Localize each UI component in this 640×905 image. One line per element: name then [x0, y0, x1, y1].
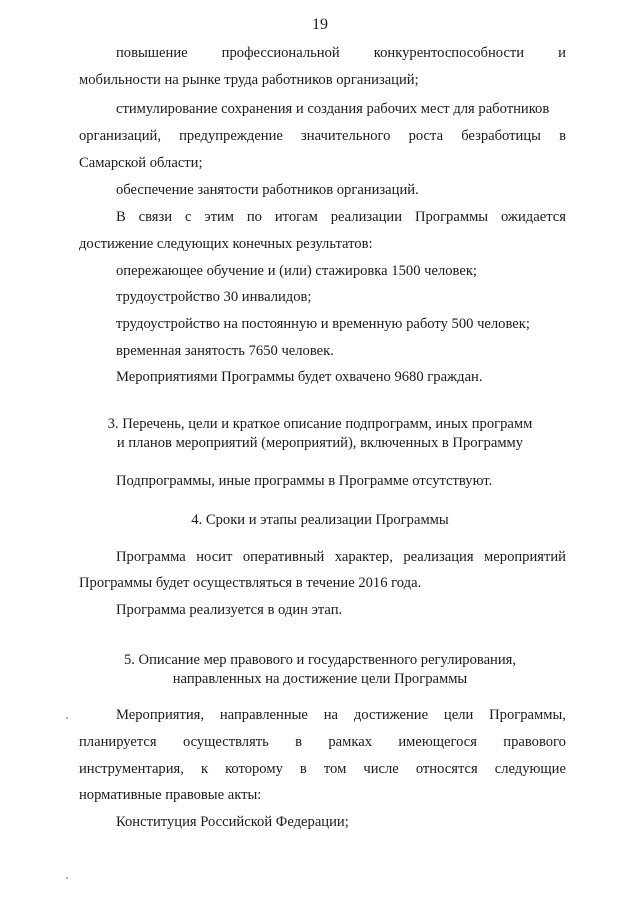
section4-para1-line2: Программы будет осуществляться в течение 2016 года. — [79, 575, 422, 591]
word: достижение — [353, 707, 429, 723]
word: в — [295, 734, 303, 750]
para2-line3: Самарской области; — [79, 155, 203, 171]
word: Программы — [414, 209, 489, 225]
word: числе — [363, 761, 399, 777]
para1-line2: мобильности на рынке труда работников организаций; — [79, 72, 419, 88]
result-item: временная занятость 7650 человек. — [116, 343, 334, 359]
word: которому — [225, 761, 283, 777]
word: цели — [443, 707, 474, 723]
word: ожидается — [500, 209, 566, 225]
section4-heading: 4. Сроки и этапы реализации Программы — [191, 512, 449, 528]
section5-heading-line1: 5. Описание мер правового и государственного регулирования, — [123, 652, 517, 668]
word: связи — [138, 209, 173, 225]
section5-heading-line2: направленных на достижение цели Программы — [172, 671, 468, 687]
section3-heading-line2: и планов мероприятий (мероприятий), включенных в Программу — [116, 435, 524, 451]
word: повышение — [116, 45, 188, 61]
scan-speck — [66, 877, 68, 879]
word: на — [323, 707, 339, 723]
section3-heading-line1: 3. Перечень, цели и краткое описание подпрограмм, иных программ — [107, 416, 533, 432]
word: рамках — [328, 734, 373, 750]
word: имеющегося — [398, 734, 477, 750]
word: реализации — [330, 209, 403, 225]
word: относятся — [415, 761, 478, 777]
para2-line1: стимулирование сохранения и создания рабочих мест для работников — [116, 101, 550, 117]
section4-para1-line1: Программа носит оперативный характер, реализация мероприятий — [116, 549, 566, 565]
word: Программы, — [489, 707, 566, 723]
word: следующие — [494, 761, 566, 777]
para4-line1 — [116, 207, 566, 227]
word: итогам — [274, 209, 318, 225]
scan-speck — [66, 717, 68, 719]
word: предупреждение — [179, 128, 283, 144]
word: с — [184, 209, 192, 225]
para1-line1 — [116, 43, 566, 63]
word: Мероприятия, — [116, 707, 205, 723]
word: В — [116, 209, 126, 225]
result-item: трудоустройство 30 инвалидов; — [116, 289, 312, 305]
word: конкурентоспособности — [373, 45, 525, 61]
section5-line1 — [116, 705, 566, 725]
word: планируется — [79, 734, 157, 750]
section5-line5: Конституция Российской Федерации; — [116, 814, 349, 830]
para2-line2 — [79, 126, 566, 146]
section3-text: Подпрограммы, иные программы в Программе отсутствуют. — [116, 473, 493, 489]
page-number: 19 — [312, 16, 328, 33]
word: в — [299, 761, 307, 777]
section4-para2: Программа реализуется в один этап. — [116, 602, 343, 618]
word: роста — [408, 128, 444, 144]
section5-line3 — [79, 759, 566, 779]
word: направленные — [219, 707, 308, 723]
word: профессиональной — [221, 45, 340, 61]
para4-line2: достижение следующих конечных результатов: — [79, 236, 373, 252]
word: значительного — [301, 128, 391, 144]
result-item: опережающее обучение и (или) стажировка 1500 человек; — [116, 263, 477, 279]
word: инструментария, — [79, 761, 184, 777]
para3: обеспечение занятости работников организаций. — [116, 182, 419, 198]
word: организаций, — [79, 128, 161, 144]
word: осуществлять — [182, 734, 269, 750]
word: этим — [204, 209, 234, 225]
coverage-text: Мероприятиями Программы будет охвачено 9680 граждан. — [116, 369, 483, 385]
word: в — [559, 128, 566, 144]
word: безработицы — [461, 128, 541, 144]
section5-line4: нормативные правовые акты: — [79, 787, 262, 803]
word: и — [558, 45, 566, 61]
word: правового — [503, 734, 566, 750]
result-item: трудоустройство на постоянную и временную работу 500 человек; — [116, 316, 530, 332]
word: по — [246, 209, 262, 225]
word: к — [200, 761, 209, 777]
section5-line2 — [79, 732, 566, 752]
word: том — [323, 761, 347, 777]
